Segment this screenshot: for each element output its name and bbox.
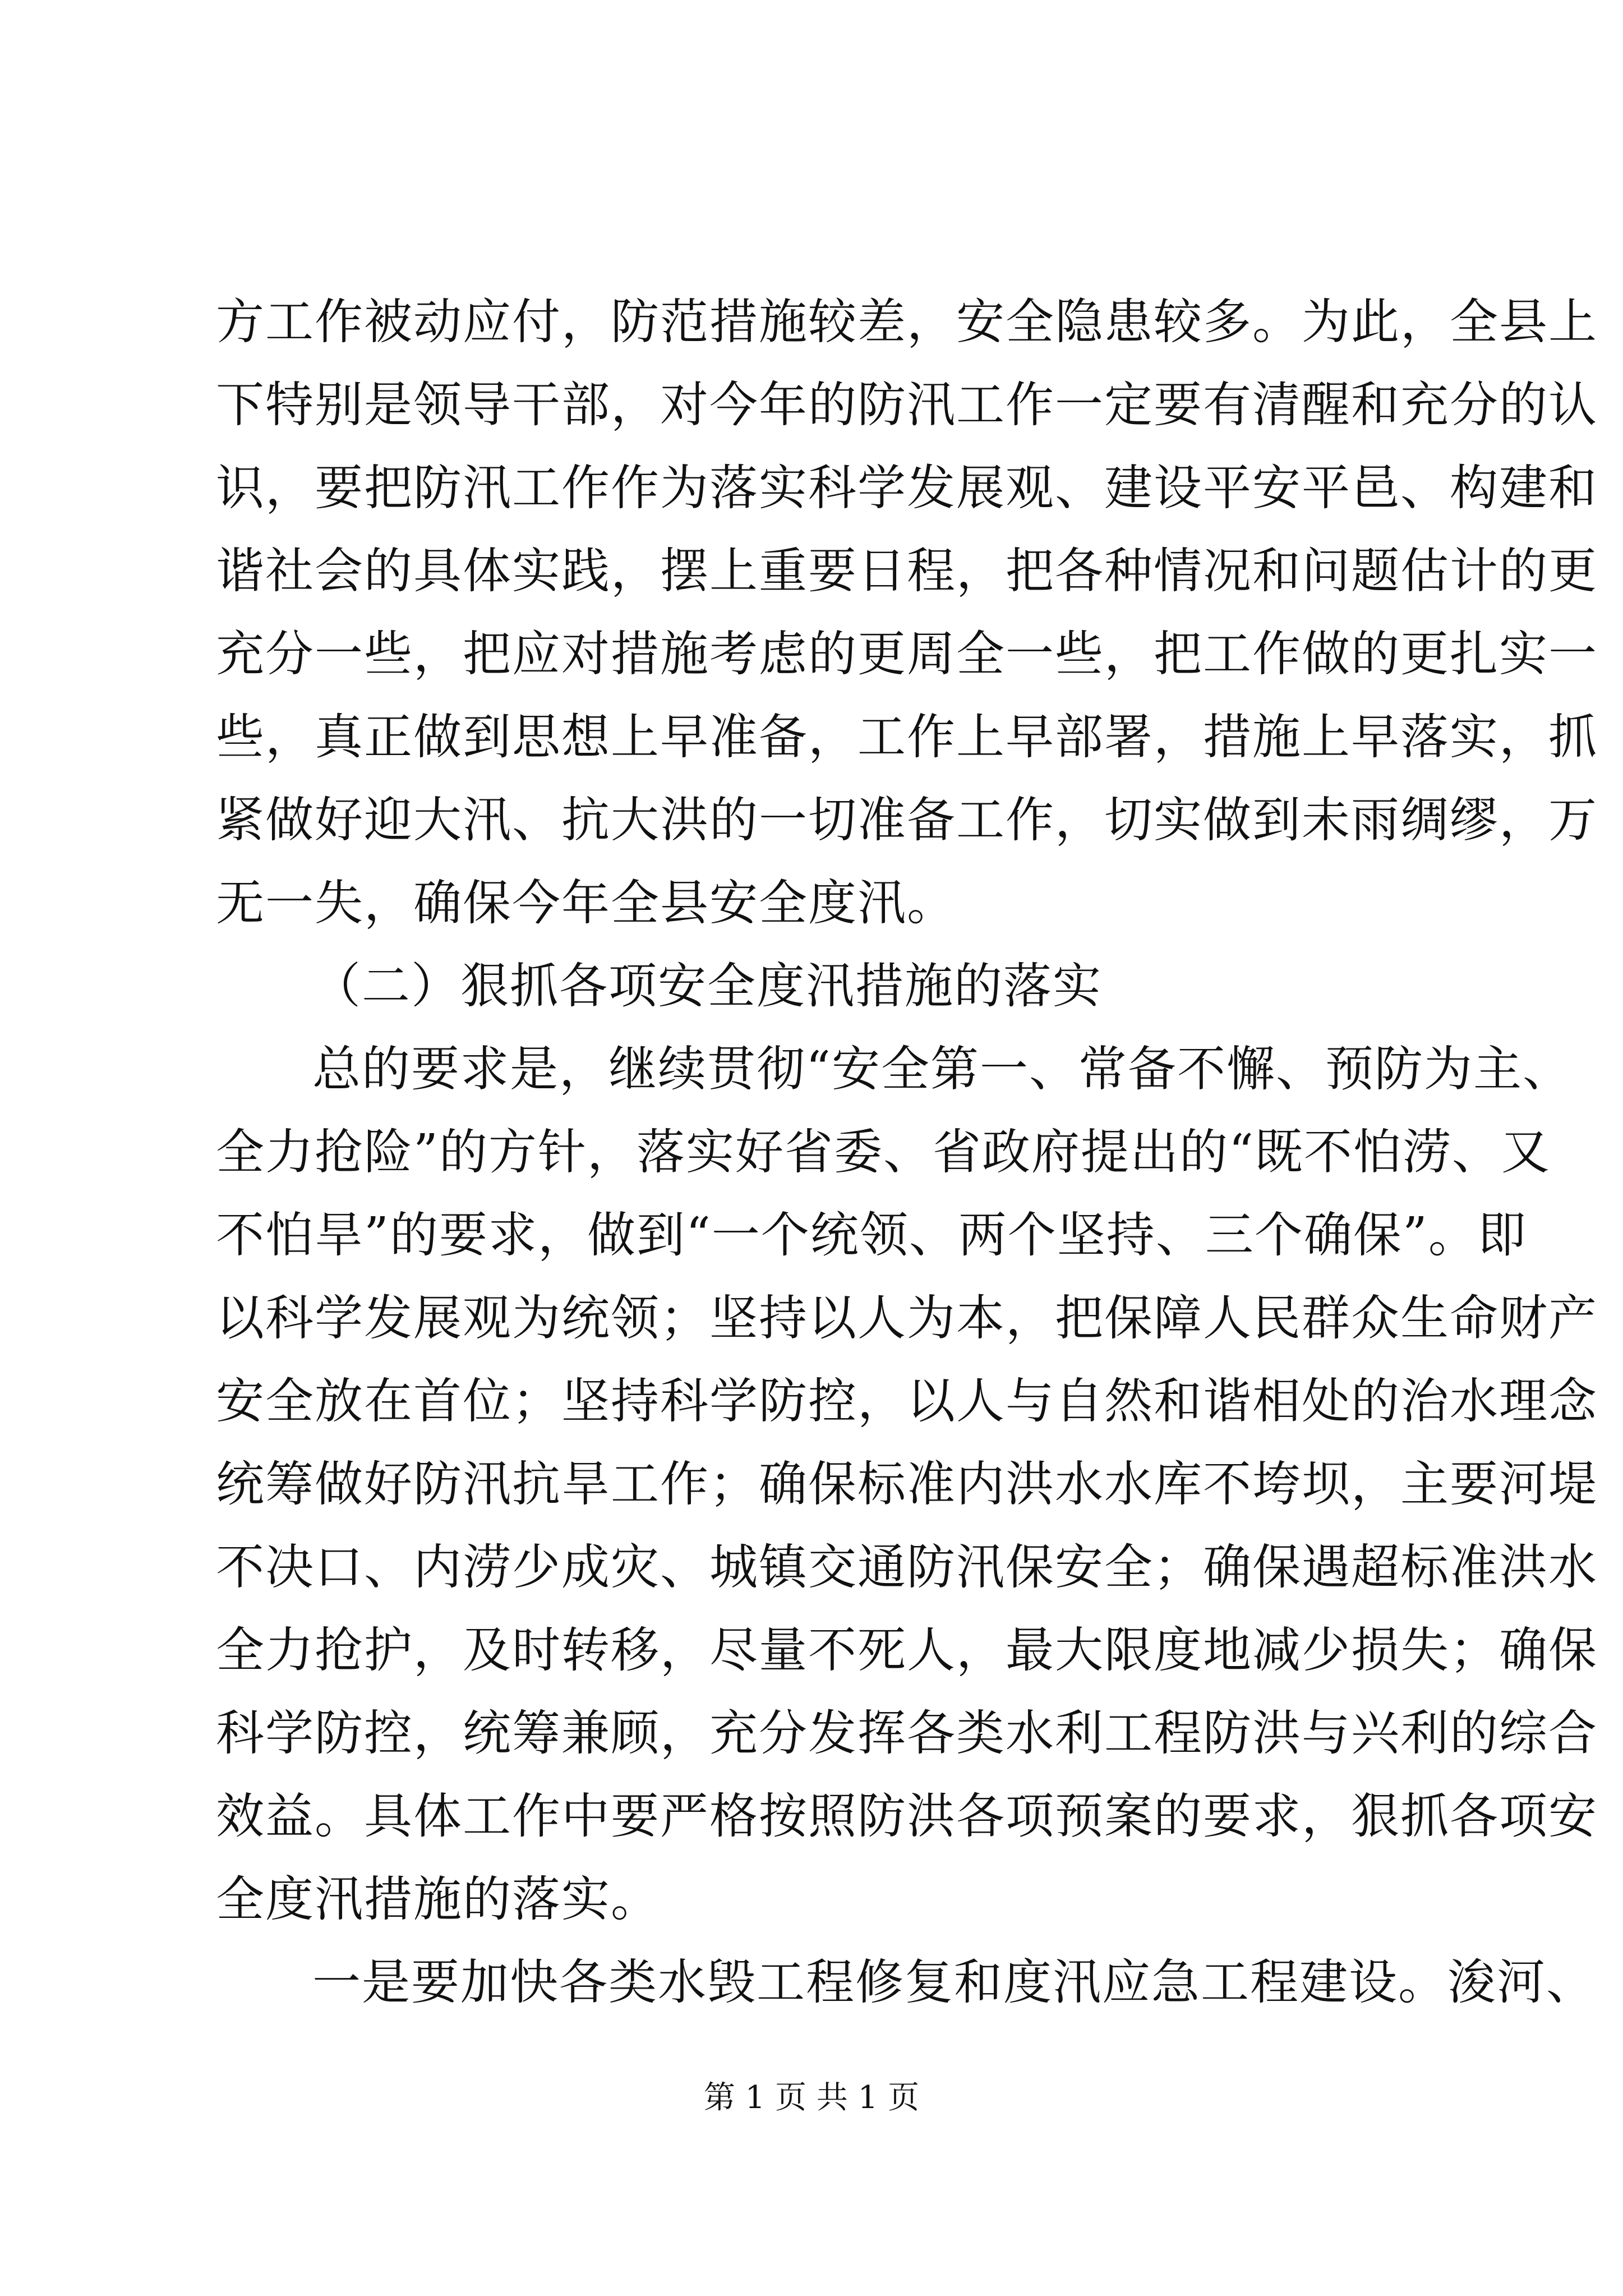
text-line: 统筹做好防汛抗旱工作；确保标准内洪水水库不垮坝，主要河堤 xyxy=(216,1456,1598,1512)
text-line: 全力抢险”的方针，落实好省委、省政府提出的“既不怕涝、又 xyxy=(216,1124,1551,1180)
text-line: 谐社会的具体实践，摆上重要日程，把各种情况和问题估计的更 xyxy=(216,543,1598,599)
text-line: 全力抢护，及时转移，尽量不死人，最大限度地减少损失；确保 xyxy=(216,1622,1598,1678)
text-line: 不决口、内涝少成灾、城镇交通防汛保安全；确保遇超标准洪水 xyxy=(216,1539,1598,1595)
document-body xyxy=(216,280,1598,2024)
text-line: 些，真正做到思想上早准备，工作上早部署，措施上早落实，抓 xyxy=(216,709,1598,765)
paragraph-first-line: 总的要求是，继续贯彻“安全第一、常备不懈、预防为主、 xyxy=(312,1041,1572,1097)
text-line: 安全放在首位；坚持科学防控，以人与自然和谐相处的治水理念 xyxy=(216,1373,1598,1429)
paragraph-first-line: 一是要加快各类水毁工程修复和度汛应急工程建设。浚河、 xyxy=(312,1954,1596,2010)
text-line: 效益。具体工作中要严格按照防洪各项预案的要求，狠抓各项安 xyxy=(216,1788,1598,1844)
text-line: 充分一些，把应对措施考虑的更周全一些，把工作做的更扎实一 xyxy=(216,626,1598,682)
text-line: 以科学发展观为统领；坚持以人为本，把保障人民群众生命财产 xyxy=(216,1290,1598,1346)
text-line: 不怕旱”的要求，做到“一个统领、两个坚持、三个确保”。即 xyxy=(216,1207,1527,1263)
page-footer: 第 1 页 共 1 页 xyxy=(703,2079,920,2116)
text-line: 方工作被动应付，防范措施较差，安全隐患较多。为此，全县上 xyxy=(216,294,1598,350)
text-line: 全度汛措施的落实。 xyxy=(216,1871,660,1927)
text-line: 识，要把防汛工作作为落实科学发展观、建设平安平邑、构建和 xyxy=(216,460,1598,516)
section-heading: （二）狠抓各项安全度汛措施的落实 xyxy=(312,958,1102,1014)
text-line: 科学防控，统筹兼顾，充分发挥各类水利工程防洪与兴利的综合 xyxy=(216,1705,1598,1761)
text-line: 下特别是领导干部，对今年的防汛工作一定要有清醒和充分的认 xyxy=(216,377,1598,433)
text-line: 无一失，确保今年全县安全度汛。 xyxy=(216,875,956,931)
text-line: 紧做好迎大汛、抗大洪的一切准备工作，切实做到未雨绸缪，万 xyxy=(216,792,1598,848)
